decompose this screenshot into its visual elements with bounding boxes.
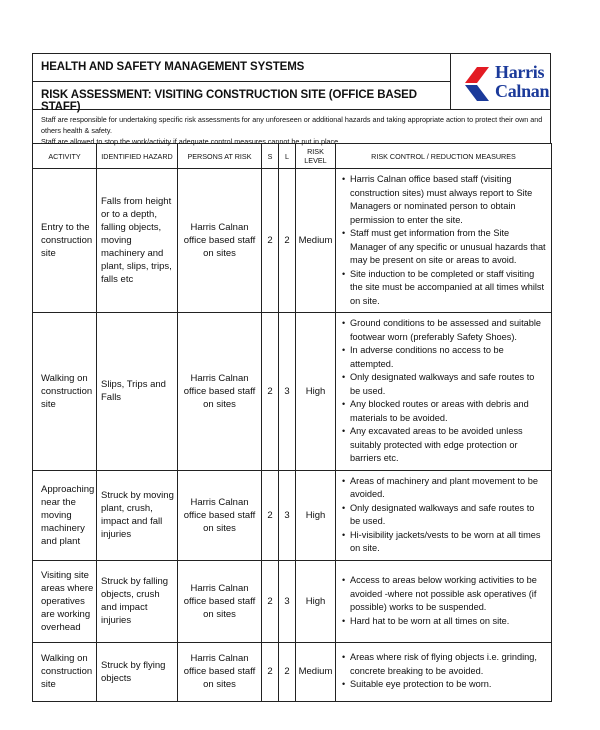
control-item: • Areas where risk of flying objects i.e. grinding, concrete breaking to be avoided. — [342, 651, 547, 678]
harris-calnan-logo — [451, 54, 551, 110]
hazard-cell: Struck by moving plant, crush, impact and fall injuries — [97, 470, 178, 560]
likelihood-cell: 2 — [279, 169, 296, 313]
controls-cell — [336, 169, 552, 313]
hazard-cell: Struck by falling objects, crush and impact injuries — [97, 560, 178, 642]
assessment-title: RISK ASSESSMENT: VISITING CONSTRUCTION SITE (OFFICE BASED STAFF) — [33, 82, 451, 110]
system-title: HEALTH AND SAFETY MANAGEMENT SYSTEMS — [33, 54, 451, 82]
persons-cell: Harris Calnan office based staff on sites — [178, 169, 262, 313]
likelihood-cell: 3 — [279, 313, 296, 471]
controls-cell — [336, 642, 552, 701]
column-header-severity: S — [262, 144, 279, 169]
risk-level-cell: High — [296, 313, 336, 471]
hazard-cell: Struck by flying objects — [97, 642, 178, 701]
controls-list — [342, 317, 547, 466]
severity-cell: 2 — [262, 560, 279, 642]
logo-line-2: Calnan — [495, 81, 550, 101]
control-item: • Hi-visibility jackets/vests to be worn at all times on site. — [342, 529, 547, 556]
table-row — [33, 313, 552, 471]
risk-assessment-table — [32, 143, 552, 702]
logo-text — [495, 63, 549, 101]
control-item: • Harris Calnan office based staff (visiting construction sites) must always report to Site Managers or nominated person to obtain permission to enter the site. — [342, 173, 547, 227]
notice-line-2: Staff are allowed to stop the work/activity if adequate control measures cannot be put in place — [41, 137, 339, 146]
controls-cell — [336, 313, 552, 471]
logo-mark-red — [465, 67, 489, 83]
control-item: • Ground conditions to be assessed and suitable footwear worn (preferably Safety Shoes). — [342, 317, 547, 344]
persons-cell: Harris Calnan office based staff on sites — [178, 313, 262, 471]
persons-cell: Harris Calnan office based staff on sites — [178, 470, 262, 560]
control-item: • Only designated walkways and safe routes to be used. — [342, 371, 547, 398]
severity-cell: 2 — [262, 470, 279, 560]
severity-cell: 2 — [262, 169, 279, 313]
controls-list — [342, 574, 547, 628]
column-header-likelihood: L — [279, 144, 296, 169]
table-row — [33, 560, 552, 642]
logo-mark-blue — [465, 85, 489, 101]
likelihood-cell: 3 — [279, 470, 296, 560]
activity-cell: Entry to the construction site — [33, 169, 97, 313]
control-item: • In adverse conditions no access to be attempted. — [342, 344, 547, 371]
severity-cell: 2 — [262, 313, 279, 471]
control-item: • Suitable eye protection to be worn. — [342, 678, 547, 692]
document-header — [32, 53, 551, 113]
column-header-persons: PERSONS AT RISK — [178, 144, 262, 169]
persons-cell: Harris Calnan office based staff on sites — [178, 642, 262, 701]
activity-cell: Visiting site areas where operatives are working overhead — [33, 560, 97, 642]
likelihood-cell: 3 — [279, 560, 296, 642]
control-item: • Any blocked routes or areas with debris and materials to be avoided. — [342, 398, 547, 425]
controls-cell — [336, 470, 552, 560]
responsibility-notice — [32, 110, 551, 146]
activity-cell: Walking on construction site — [33, 642, 97, 701]
column-header-controls: RISK CONTROL / REDUCTION MEASURES — [336, 144, 552, 169]
table-row — [33, 169, 552, 313]
control-item: • Access to areas below working activities to be avoided -where not possible ask operatives (if possible) works to be suspended. — [342, 574, 547, 615]
likelihood-cell: 2 — [279, 642, 296, 701]
column-header-hazard: IDENTIFIED HAZARD — [97, 144, 178, 169]
controls-list — [342, 173, 547, 308]
hazard-cell: Slips, Trips and Falls — [97, 313, 178, 471]
risk-level-cell: High — [296, 470, 336, 560]
table-row — [33, 642, 552, 701]
controls-list — [342, 651, 547, 692]
severity-cell: 2 — [262, 642, 279, 701]
controls-cell — [336, 560, 552, 642]
table-row — [33, 470, 552, 560]
control-item: • Staff must get information from the Site Manager of any specific or unusual hazards that may be present on site or areas to avoid. — [342, 227, 547, 268]
control-item: • Only designated walkways and safe routes to be used. — [342, 502, 547, 529]
persons-cell: Harris Calnan office based staff on sites — [178, 560, 262, 642]
controls-list — [342, 475, 547, 556]
risk-level-cell: High — [296, 560, 336, 642]
activity-cell: Approaching near the moving machinery and plant — [33, 470, 97, 560]
control-item: • Hard hat to be worn at all times on site. — [342, 615, 547, 629]
notice-line-1: Staff are responsible for undertaking specific risk assessments for any unforeseen or additional hazards and taking appropriate action to protect their own and others health & safety. — [41, 115, 543, 135]
hazard-cell: Falls from height or to a depth, falling objects, moving machinery and plant, slips, trips, falls etc — [97, 169, 178, 313]
table-header-row — [33, 144, 552, 169]
control-item: • Site induction to be completed or staff visiting the site must be accompanied at all times whilst on site. — [342, 268, 547, 309]
column-header-activity: ACTIVITY — [33, 144, 97, 169]
column-header-risk-level: RISK LEVEL — [296, 144, 336, 169]
control-item: • Any excavated areas to be avoided unless suitably protected with edge protection or barriers etc. — [342, 425, 547, 466]
control-item: • Areas of machinery and plant movement to be avoided. — [342, 475, 547, 502]
logo-line-1: Harris — [495, 62, 545, 82]
risk-level-cell: Medium — [296, 642, 336, 701]
risk-level-cell: Medium — [296, 169, 336, 313]
activity-cell: Walking on construction site — [33, 313, 97, 471]
logo-mark-icon — [463, 63, 493, 103]
